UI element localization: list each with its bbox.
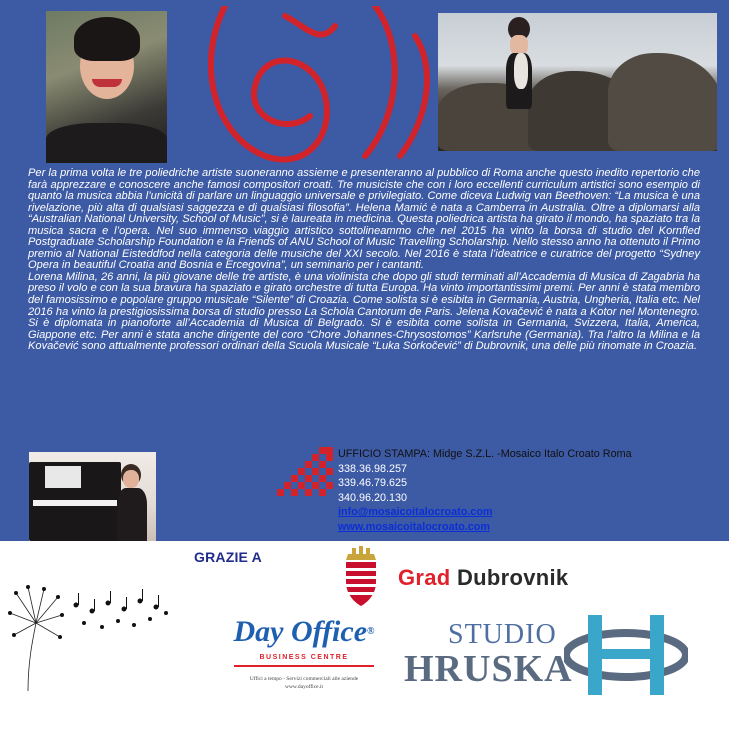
studio-word: STUDIO — [448, 619, 557, 650]
article-body — [28, 168, 700, 353]
day-office-registered-mark: ® — [367, 626, 375, 637]
press-office — [338, 447, 718, 535]
dandelion-music-notes-icon — [6, 583, 172, 691]
photo-helena-portrait — [46, 11, 167, 163]
press-office-title: UFFICIO STAMPA: Midge S.Z.L. -Mosaico Italo Croato Roma — [338, 448, 632, 460]
press-phone-3: 340.96.20.130 — [338, 491, 408, 504]
photo-jelena-pianist — [29, 452, 156, 541]
grad-word: Grad — [398, 565, 451, 590]
press-email-link[interactable]: info@mosaicoitalocroato.com — [338, 506, 493, 519]
press-website-link[interactable]: www.mosaicoitalocroato.com — [338, 520, 490, 533]
day-office-subtitle: BUSINESS CENTRE — [259, 654, 349, 661]
day-office-rule — [234, 665, 374, 667]
press-phone-2: 339.46.79.625 — [338, 477, 408, 490]
sponsors-heading: GRAZIE A — [194, 549, 262, 565]
article-paragraph-2: Lorena Milina, 26 anni, la più giovane delle tre artiste, è una violinista che dopo gli studi terminati all’Accademia di Musica di Zagabria ha preso il volo e con la sua bravura ha spaziato e girato orchestre di tutta Europa. Ha vinto importantissimi premi. Per anni è stata membro del famosissimo e popolare gruppo musicale “Silente” di Croazia. Come solista si è esibita in Germania, Austria, Ungheria, Italia etc. Nel 2016 ha vinto la prestigiosissima borsa di studio presso La Schola Cantorum de Paris. Jelena Kovačević è nata a Kotor nel Montenegro. Si è diplomata in pianoforte all’Accademia di Musica di Belgrado. Si è esibita come solista in Germania, Svizzera, Italia, America, Giappone etc. Per anni è stata anche dirigente del coro “Chore Johannes-Chrysostomos” Karlsruhe (Germania). Tra l’altro la Milina e la Kovačević sono attualmente professori ordinari della Scuola Musicale “Luka Sorkočević” di Dubrovnik, una delle più rinomate in Croazia. — [28, 270, 700, 353]
day-office-url: www.dayoffice.it — [284, 684, 324, 690]
photo-lorena-violinist — [438, 13, 717, 151]
day-office-logo — [220, 616, 388, 696]
dubrovnik-coat-of-arms-icon — [342, 546, 380, 606]
studio-hruska-logo — [404, 615, 689, 699]
mosaic-logo-icon — [277, 447, 333, 501]
red-swirl-decoration — [185, 6, 450, 166]
dubrovnik-word: Dubrovnik — [456, 565, 569, 590]
day-office-brand: Day Office — [233, 615, 368, 648]
day-office-tagline: Uffici a tempo - Servizi commerciali alle aziende — [249, 676, 359, 682]
hruska-word: HRUSKA — [404, 648, 573, 690]
studio-hruska-h-icon — [564, 615, 688, 697]
article-paragraph-1: Per la prima volta le tre poliedriche artiste suoneranno assieme e presenteranno al pubblico di Roma anche questo inedito repertorio che farà apprezzare e conoscere anche famosi compositori croati. Tre musiciste che con i loro eccellenti curriculum artistici sono esempio di quanto la musica abbia l’unicità di parlare un linguaggio universale e privilegiato. Come diceva Ludwig van Beethoven: “La musica è una rivelazione, più alta di qualsiasi saggezza e di qualsiasi filosofia”. Helena Mamić è nata a Camberra in Australia. Oltre a diplomarsi alla “Australian National University, School of Music”, si è laureata in medicina. Questa poliedrica artista ha girato il mondo, ha spaziato tra la musica sacra e l’opera. Nel suo immenso viaggio artistico sottolineammo che nel 2015 ha vinto la borsa di studio del Kornfled Postgraduate Scholarship Foundation e la Friends of ANU School of Music Travelling Scholarship. Nello stesso anno ha ottenuto il Primo premio al National Eisteddfod nella categoria delle musiche del XXI secolo. Nel 2016 è stata l’ideatrice e curatrice del progetto “Sydney Opera in beautiful Croatia and Bosnia e Ercegovina”, un seminario per i cantanti. — [28, 167, 700, 272]
grad-dubrovnik-logo — [398, 565, 568, 591]
press-phone-1: 338.36.98.257 — [338, 462, 408, 475]
